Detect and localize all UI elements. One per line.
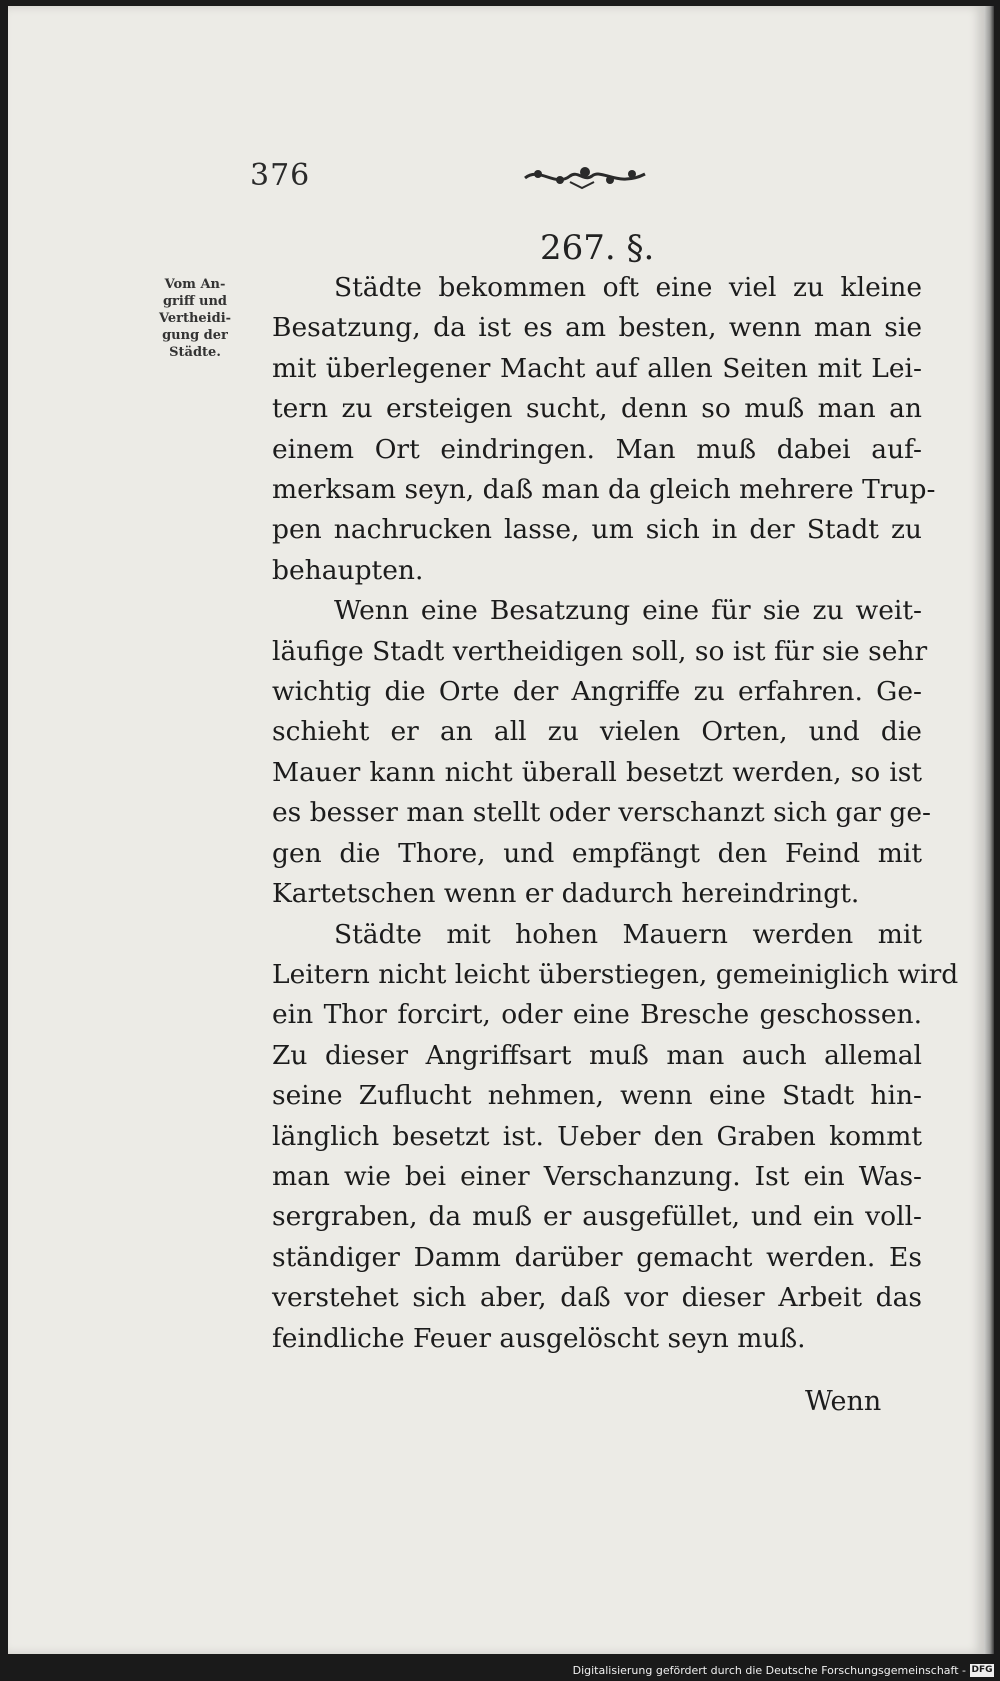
text-line: Wenn eine Besatzung eine für sie zu weit- xyxy=(334,595,922,627)
page-number: 376 xyxy=(250,158,311,193)
text-line: Besatzung, da ist es am besten, wenn man sie xyxy=(272,312,922,344)
text-line: einem Ort eindringen. Man muß dabei auf- xyxy=(272,433,922,465)
text-line: ständiger Damm darüber gemacht werden. Es xyxy=(272,1241,922,1273)
text-line: Zu dieser Angriffsart muß man auch allemal xyxy=(272,1039,922,1071)
paragraph xyxy=(272,915,959,1359)
text-line: tern zu ersteigen sucht, denn so muß man an xyxy=(272,393,922,425)
dfg-logo: DFG xyxy=(971,1665,993,1675)
margin-note-line: Städte. xyxy=(169,345,221,360)
text-line: feindliche Feuer ausgelöscht seyn muß. xyxy=(272,1322,806,1354)
text-line: Städte mit hohen Mauern werden mit xyxy=(334,918,922,950)
text-line: pen nachrucken lasse, um sich in der Stadt zu xyxy=(272,514,922,546)
page-edge xyxy=(984,6,994,1654)
text-line: läufige Stadt vertheidigen soll, so ist für sie sehr xyxy=(272,635,928,667)
margin-note-line: Vom An- xyxy=(164,277,226,292)
text-line: verstehet sich aber, daß vor dieser Arbeit das xyxy=(272,1282,922,1314)
text-line: Mauer kann nicht überall besetzt werden, so ist xyxy=(272,756,922,788)
margin-note-line: gung der xyxy=(162,328,228,343)
section-number: 267. §. xyxy=(540,228,655,268)
text-line: ein Thor forcirt, oder eine Bresche geschossen. xyxy=(272,999,922,1031)
text-line: sergraben, da muß er ausgefüllet, und ein voll- xyxy=(272,1201,922,1233)
body-text xyxy=(272,268,959,1359)
text-line: länglich besetzt ist. Ueber den Graben kommt xyxy=(272,1120,922,1152)
text-line: Leitern nicht leicht überstiegen, gemeiniglich wird xyxy=(272,958,959,990)
text-line: mit überlegener Macht auf allen Seiten mit Lei- xyxy=(272,352,922,384)
text-line: behaupten. xyxy=(272,554,424,586)
paragraph xyxy=(272,268,936,591)
footer-credit: Digitalisierung gefördert durch die Deutsche Forschungsgemeinschaft - xyxy=(572,1664,966,1677)
paragraph xyxy=(272,591,931,914)
text-line: wichtig die Orte der Angriffe zu erfahren. Ge- xyxy=(272,676,922,708)
text-line: es besser man stellt oder verschanzt sich gar ge- xyxy=(272,797,931,829)
text-line: Kartetschen wenn er dadurch hereindringt. xyxy=(272,878,860,910)
margin-note-line: griff und xyxy=(162,294,228,309)
margin-note-line: Vertheidi- xyxy=(158,311,232,326)
text-line: seine Zuflucht nehmen, wenn eine Stadt hin- xyxy=(272,1080,922,1112)
text-line: merksam seyn, daß man da gleich mehrere Trup- xyxy=(272,474,936,506)
text-line: schieht er an all zu vielen Orten, und die xyxy=(272,716,922,748)
margin-note xyxy=(140,276,250,361)
text-line: man wie bei einer Verschanzung. Ist ein Was- xyxy=(272,1160,922,1192)
text-line: Städte bekommen oft eine viel zu kleine xyxy=(334,272,922,303)
ornament-icon xyxy=(520,160,650,194)
catchword: Wenn xyxy=(805,1386,882,1417)
text-line: gen die Thore, und empfängt den Feind mit xyxy=(272,837,922,869)
